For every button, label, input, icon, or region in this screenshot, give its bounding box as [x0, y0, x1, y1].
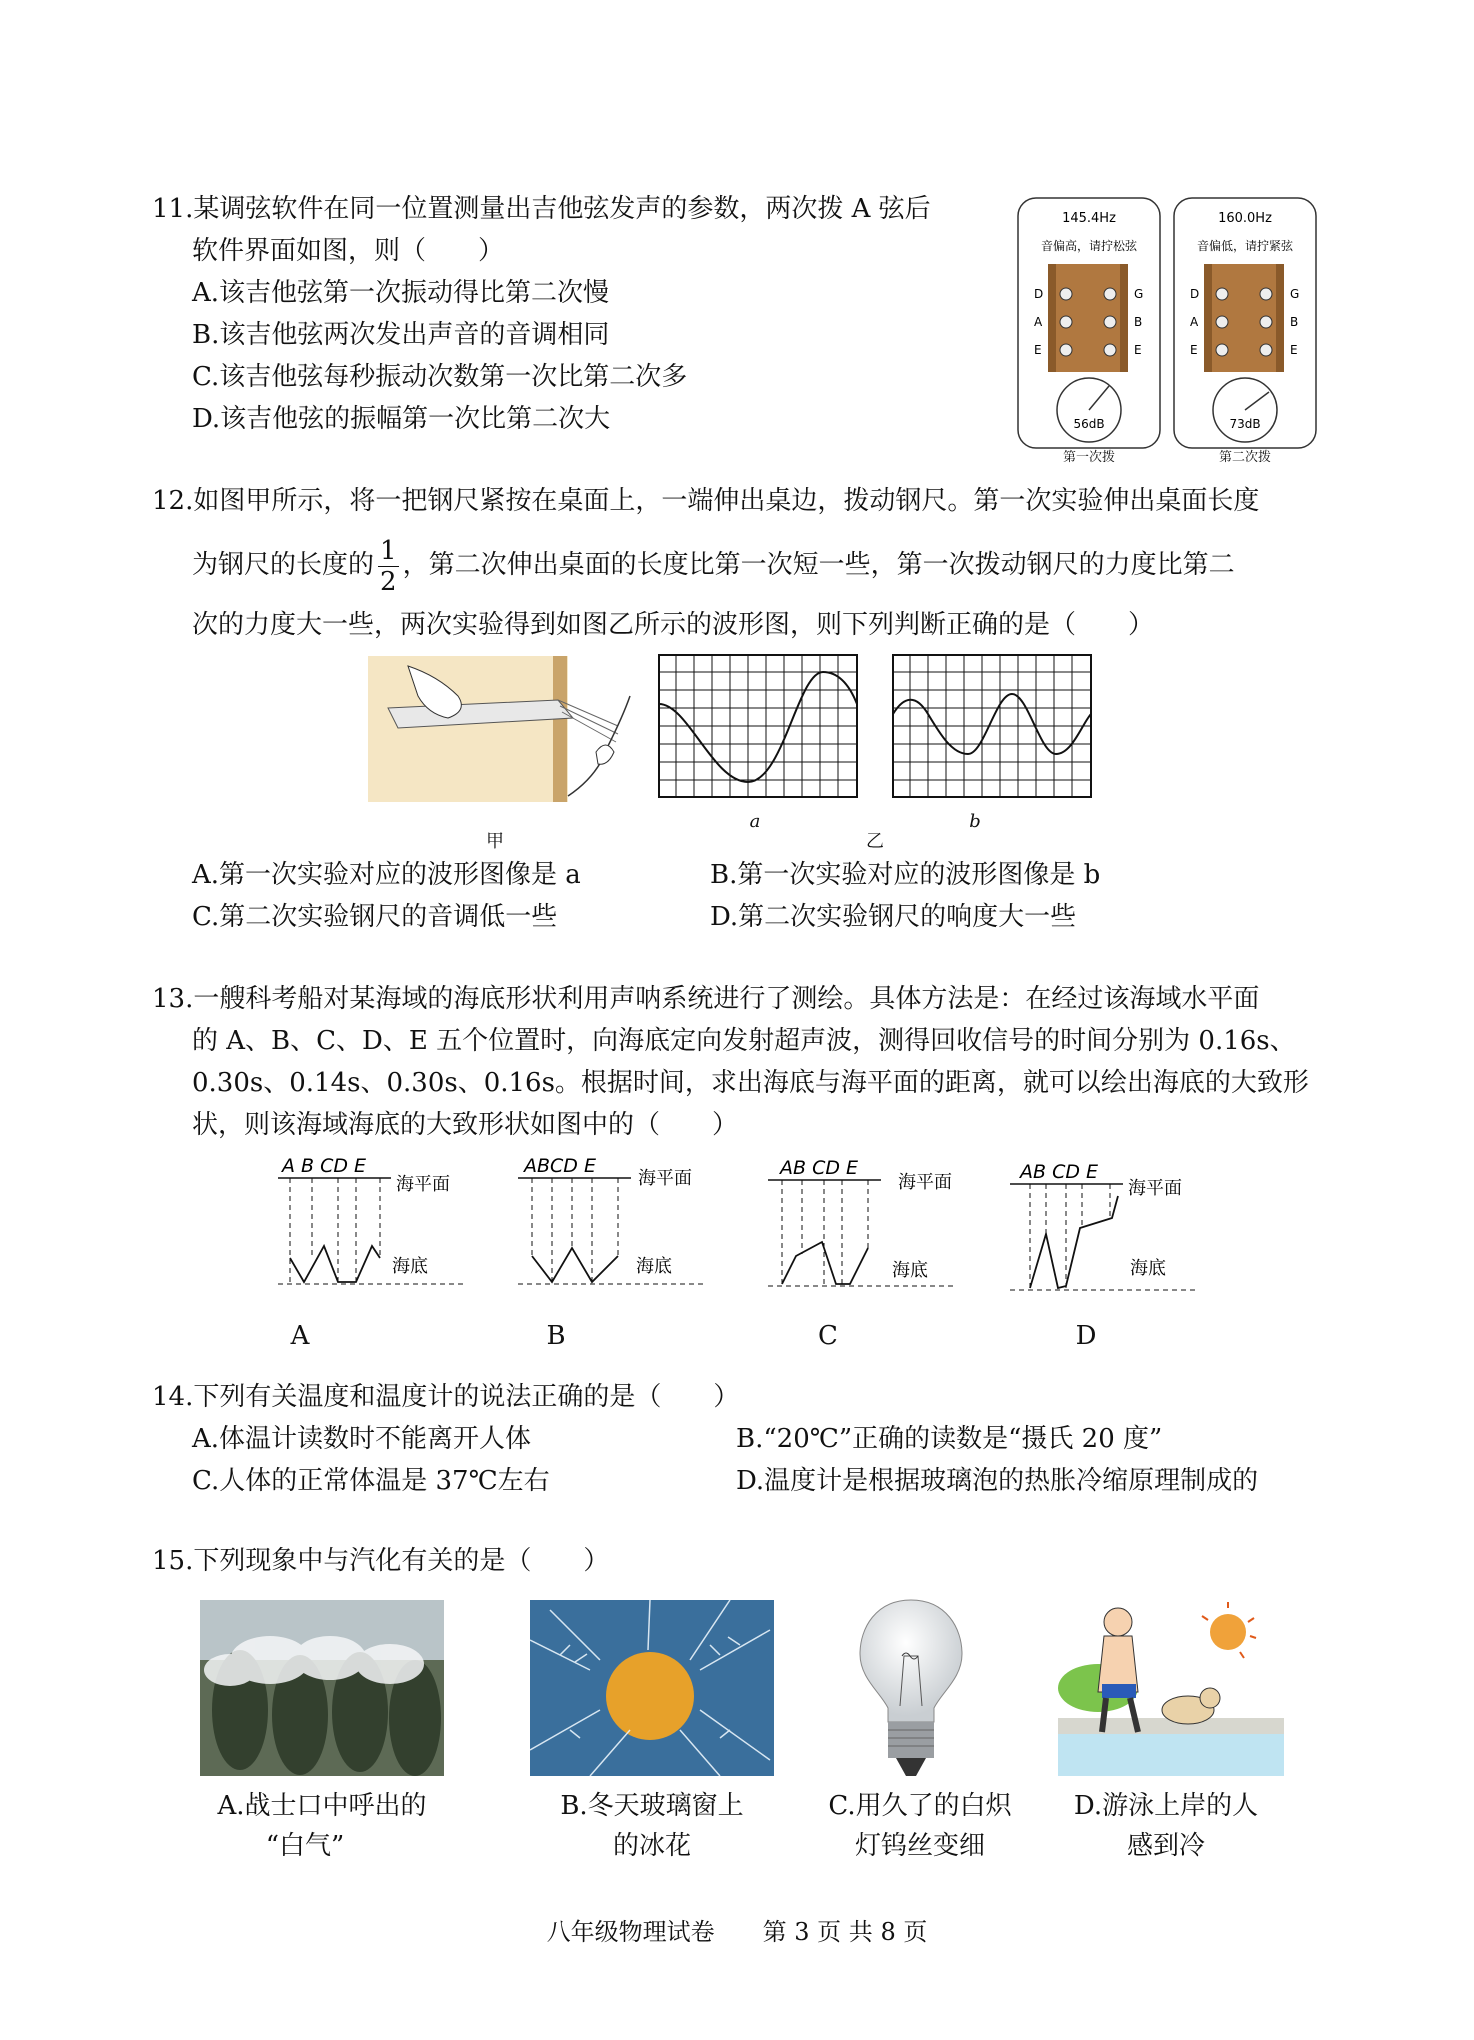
q11-option-d: D.该吉他弦的振幅第一次比第二次大 [192, 404, 611, 434]
photo-ice-flowers [530, 1600, 774, 1776]
decibel-value: 73dB [1229, 417, 1261, 431]
q15-caption-a-line1: A.战士口中呼出的 [217, 1791, 427, 1821]
tuner-caption-first: 第一次拨 [1062, 450, 1115, 465]
svg-text:海平面: 海平面 [396, 1174, 450, 1195]
svg-text:E: E [1190, 343, 1198, 357]
svg-text:D: D [1190, 287, 1200, 301]
svg-text:海底: 海底 [392, 1256, 428, 1277]
svg-text:ABCD E: ABCD E [524, 1155, 596, 1177]
svg-text:A: A [1190, 315, 1199, 329]
page-footer: 八年级物理试卷 第 3 页 共 8 页 [546, 1918, 928, 1946]
svg-text:B: B [1134, 315, 1143, 329]
q14-option-c: C.人体的正常体温是 37℃左右 [192, 1466, 550, 1496]
q11-option-c: C.该吉他弦每秒振动次数第一次比第二次多 [192, 362, 688, 392]
q13-stem-line4: 状，则该海域海底的大致形状如图中的（ ） [192, 1110, 739, 1140]
tuner-panel-first [1016, 196, 1162, 450]
svg-text:海平面: 海平面 [638, 1168, 692, 1189]
svg-text:A: A [1034, 315, 1043, 329]
seabed-diagram-c [766, 1152, 970, 1302]
q11-stem-line1: 11.某调弦软件在同一位置测量出吉他弦发声的参数，两次拨 A 弦后 [152, 194, 931, 224]
photo-swimmer-cartoon [1058, 1592, 1284, 1776]
svg-text:G: G [1290, 287, 1300, 301]
q14-option-b: B.“20℃”正确的读数是“摄氏 20 度” [736, 1424, 1163, 1454]
tuner-freq: 160.0Hz [1218, 211, 1272, 226]
q11-option-a: A.该吉他弦第一次振动得比第二次慢 [192, 278, 610, 308]
waveform-a [658, 654, 858, 798]
q12-option-a: A.第一次实验对应的波形图像是 a [192, 860, 581, 890]
diagram-label-d: D [1075, 1321, 1097, 1351]
label-b: b [969, 811, 981, 832]
label-jia: 甲 [486, 831, 504, 852]
waveform-b [892, 654, 1092, 798]
fraction-one-half: $\frac{1}{2}$ [380, 535, 397, 597]
q11-stem-line2: 软件界面如图，则（ ） [192, 236, 505, 266]
tuner-hint: 音偏低，请拧紧弦 [1196, 239, 1294, 253]
diagram-label-b: B [546, 1321, 566, 1351]
diagram-label-c: C [818, 1321, 838, 1351]
label-a: a [749, 811, 761, 832]
seabed-diagram-a [276, 1150, 480, 1300]
label-yi: 乙 [866, 831, 884, 852]
q15-caption-c-line1: C.用久了的白炽 [828, 1791, 1012, 1821]
q12-stem-line2: 为钢尺的长度的 $\frac{1}{2}$ ，第二次伸出桌面的长度比第一次短一些，第一次拨动钢尺的力度比第二 [192, 535, 1235, 597]
q15-caption-c-line2: 灯钨丝变细 [854, 1831, 985, 1861]
svg-text:AB CD E: AB CD E [780, 1157, 859, 1179]
photo-light-bulb [856, 1596, 966, 1780]
q14-stem: 14.下列有关温度和温度计的说法正确的是（ ） [152, 1382, 740, 1412]
photo-soldiers-breath [200, 1600, 444, 1776]
tuner-panel-second [1172, 196, 1318, 450]
svg-text:G: G [1134, 287, 1144, 301]
tuner-hint: 音偏高，请拧松弦 [1040, 239, 1138, 253]
tuner-freq: 145.4Hz [1062, 211, 1116, 226]
svg-text:AB CD E: AB CD E [1020, 1161, 1099, 1183]
q15-caption-a-line2: “白气” [265, 1831, 345, 1861]
q15-stem: 15.下列现象中与汽化有关的是（ ） [152, 1546, 610, 1576]
svg-text:E: E [1034, 343, 1042, 357]
q12-option-c: C.第二次实验钢尺的音调低一些 [192, 902, 558, 932]
svg-text:海底: 海底 [636, 1256, 672, 1277]
q13-stem-line1: 13.一艘科考船对某海域的海底形状利用声呐系统进行了测绘。具体方法是：在经过该海域水平面 [152, 984, 1260, 1014]
seabed-diagram-d [1008, 1156, 1212, 1306]
svg-text:海底: 海底 [1130, 1258, 1166, 1279]
q15-caption-b-line1: B.冬天玻璃窗上 [560, 1791, 744, 1821]
q15-caption-d-line2: 感到冷 [1126, 1831, 1205, 1861]
q12-option-d: D.第二次实验钢尺的响度大一些 [710, 902, 1077, 932]
svg-text:海平面: 海平面 [898, 1172, 952, 1193]
q12-stem-line3: 次的力度大一些，两次实验得到如图乙所示的波形图，则下列判断正确的是（ ） [192, 610, 1155, 640]
q14-option-a: A.体温计读数时不能离开人体 [192, 1424, 532, 1454]
q15-caption-d-line1: D.游泳上岸的人 [1073, 1791, 1259, 1821]
svg-text:D: D [1034, 287, 1044, 301]
svg-text:E: E [1134, 343, 1142, 357]
svg-text:E: E [1290, 343, 1298, 357]
q13-stem-line3: 0.30s、0.14s、0.30s、0.16s。根据时间，求出海底与海平面的距离，就可以绘出海底的大致形 [192, 1068, 1309, 1098]
q12-stem-line1: 12.如图甲所示，将一把钢尺紧按在桌面上，一端伸出桌边，拨动钢尺。第一次实验伸出桌面长度 [152, 486, 1260, 516]
seabed-diagram-b [516, 1150, 720, 1300]
svg-text:海平面: 海平面 [1128, 1178, 1182, 1199]
q15-caption-b-line2: 的冰花 [612, 1831, 691, 1861]
svg-text:海底: 海底 [892, 1260, 928, 1281]
q12-option-b: B.第一次实验对应的波形图像是 b [710, 860, 1101, 890]
tuner-caption-second: 第二次拨 [1218, 450, 1271, 465]
svg-text:B: B [1290, 315, 1299, 329]
decibel-value: 56dB [1073, 417, 1105, 431]
svg-text:A B CD E: A B CD E [282, 1155, 367, 1177]
q11-option-b: B.该吉他弦两次发出声音的音调相同 [192, 320, 610, 350]
q14-option-d: D.温度计是根据玻璃泡的热胀冷缩原理制成的 [736, 1466, 1259, 1496]
q13-stem-line2: 的 A、B、C、D、E 五个位置时，向海底定向发射超声波，测得回收信号的时间分别为 0.16s、 [192, 1026, 1296, 1056]
diagram-label-a: A [290, 1321, 310, 1351]
ruler-experiment-figure [368, 656, 634, 802]
